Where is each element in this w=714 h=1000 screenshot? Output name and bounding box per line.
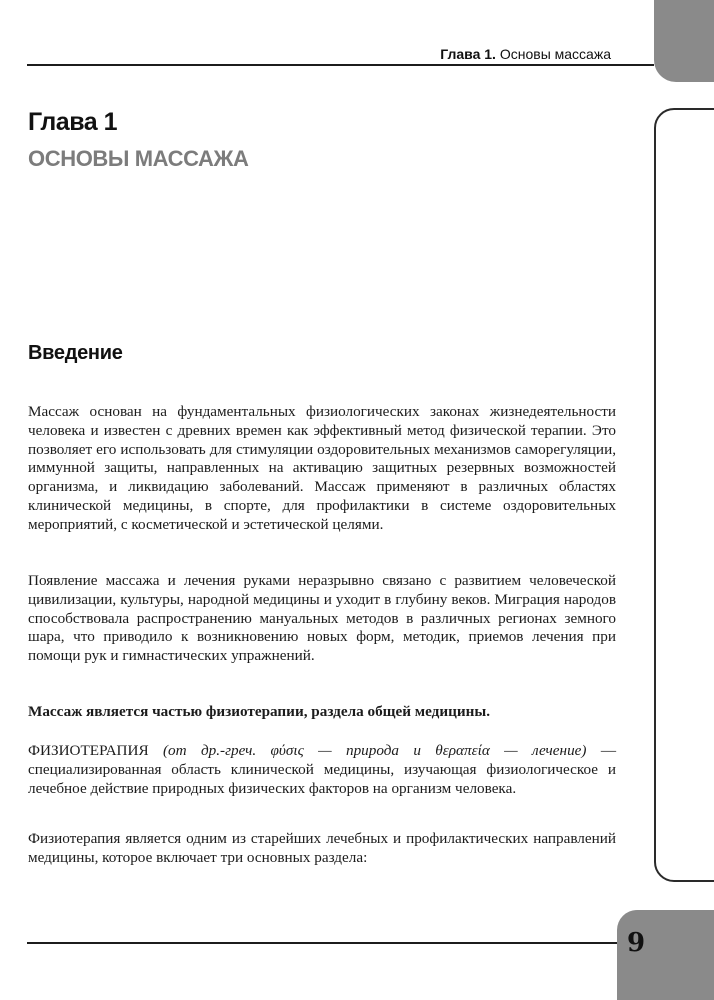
definition-term: ФИЗИОТЕРАПИЯ [28, 742, 149, 759]
footer-rule [27, 942, 617, 944]
running-header [440, 46, 611, 62]
paragraph-sections: Физиотерапия является одним из старейших лечебных и профилактических направлений медицины, которое включает три основных раздела: [28, 830, 616, 866]
definition-etymology: (от др.-греч. φύσις — природа и θεραπεία — лечение) [162, 742, 587, 759]
section-title: Введение [28, 342, 123, 364]
header-rule [27, 64, 654, 66]
paragraph-bold-statement: Массаж является частью физиотерапии, раздела общей медицины. [28, 703, 491, 720]
paragraph-physiotherapy-definition [28, 742, 616, 798]
side-margin-frame [654, 108, 714, 882]
paragraph-intro: Массаж основан на фундаментальных физиологических законах жизнедеятельности человека и известен с древних времен как эффективный метод физической терапии. Это позволяет его использовать для стимуляции оздоровительных механизмов саморегуляции, иммунной защиты, направленных на активацию защитных резервных возможностей организма, и ликвидацию заболеваний. Массаж применяют в различных областях клинической медицины, в спорте, для профилактики в системе оздоровительных мероприятий, с косметической и эстетической целями. [28, 403, 616, 533]
definition-text: — специализированная область клинической медицины, изучающая физиологическое и лечебное действие природных физических факторов на организм человека. [28, 742, 617, 797]
chapter-thumb-tab [654, 0, 714, 82]
chapter-label: Глава 1 [28, 108, 118, 136]
paragraph-history: Появление массажа и лечения руками неразрывно связано с развитием человеческой цивилизации, культуры, народной медицины и уходит в глубину веков. Миграция народов способствовала распространению мануальных методов в различных регионах земного шара, что приводило к возникновению новых форм, методик, приемов лечения при помощи рук и гимнастических упражнений. [28, 572, 616, 665]
running-header-chapter: Глава 1. [440, 46, 496, 62]
running-header-title: Основы массажа [499, 46, 611, 62]
page-number: 9 [627, 928, 646, 958]
chapter-title: ОСНОВЫ МАССАЖА [28, 146, 249, 171]
